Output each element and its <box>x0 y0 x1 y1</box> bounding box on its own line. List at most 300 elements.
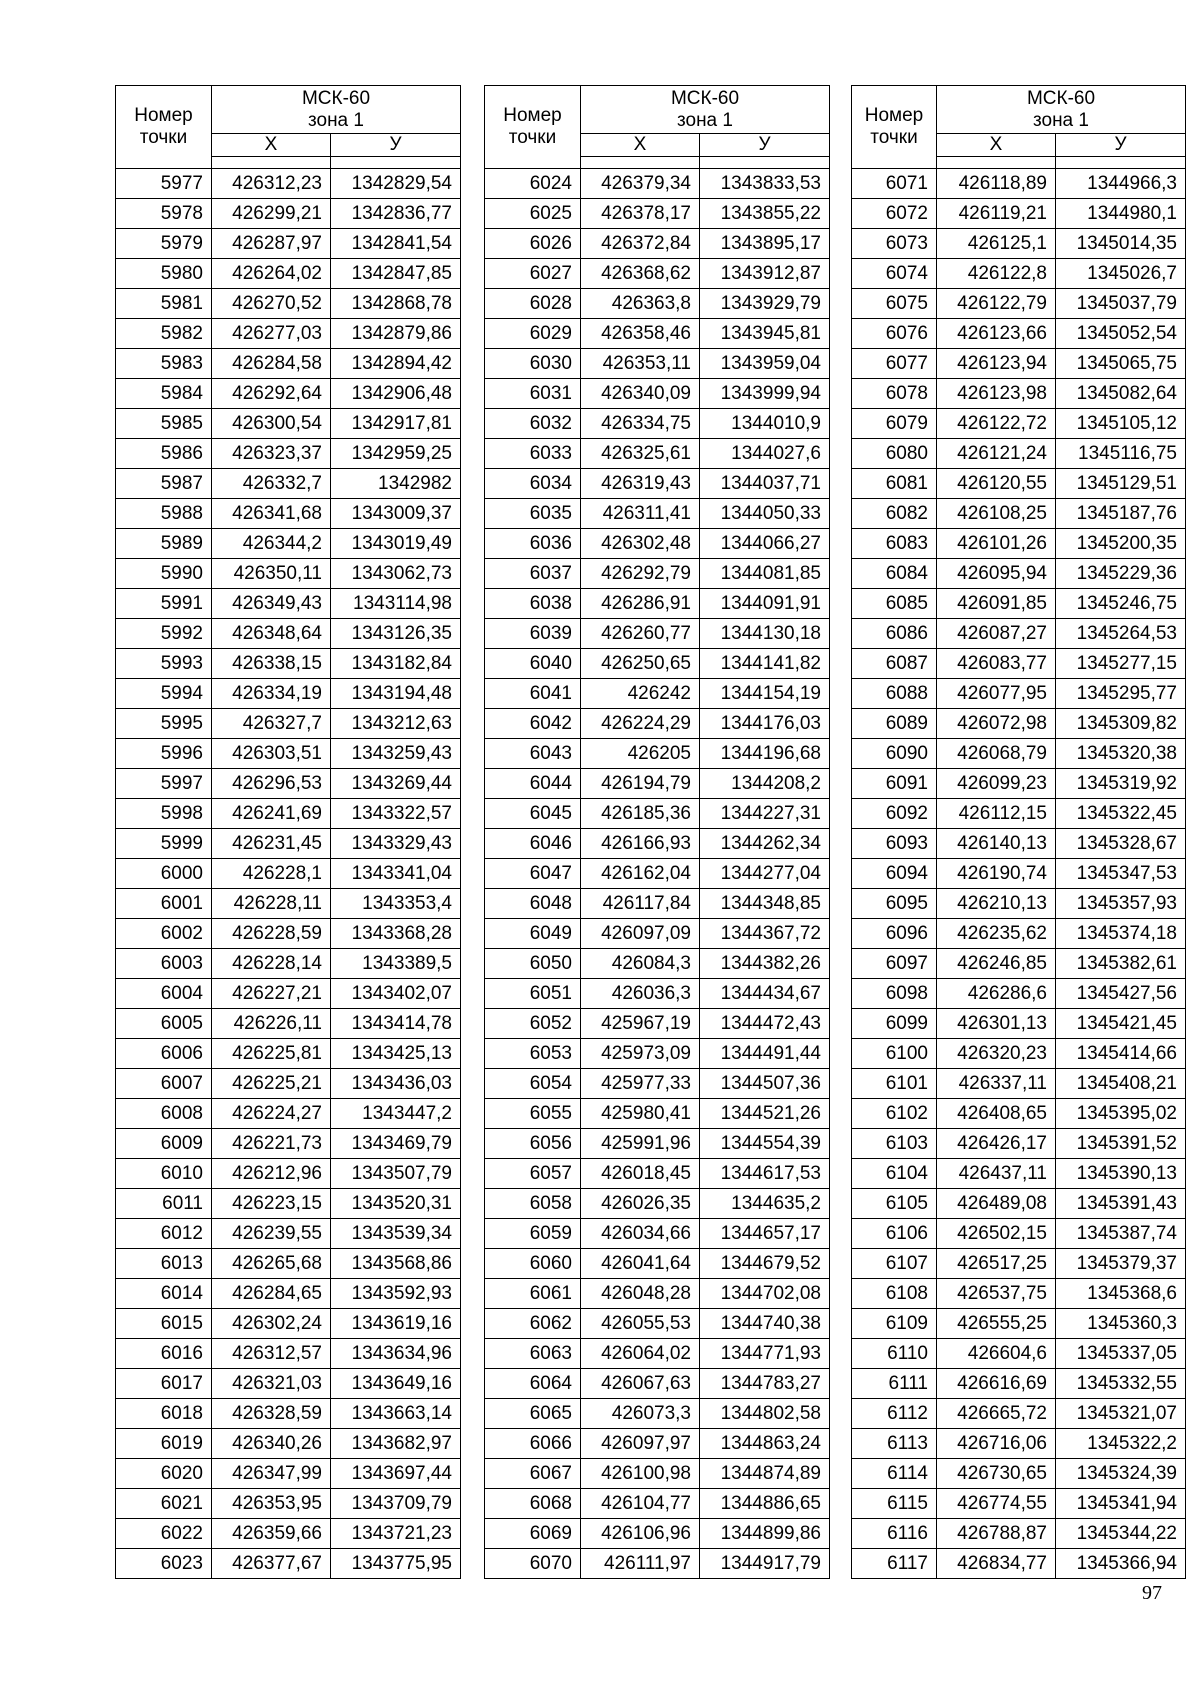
y-coord-cell: 1345320,38 <box>1056 739 1186 769</box>
x-coord-cell: 426190,74 <box>937 859 1056 889</box>
table-row <box>852 1459 1186 1489</box>
point-number-cell: 6019 <box>116 1429 212 1459</box>
point-number-cell: 6020 <box>116 1459 212 1489</box>
point-number-cell: 6021 <box>116 1489 212 1519</box>
y-coord-cell: 1345129,51 <box>1056 469 1186 499</box>
point-number-cell: 6114 <box>852 1459 937 1489</box>
table-row <box>852 619 1186 649</box>
x-coord-cell: 426312,23 <box>212 169 331 199</box>
x-coord-cell: 426378,17 <box>581 199 700 229</box>
point-number-cell: 6080 <box>852 439 937 469</box>
y-coord-cell: 1344657,17 <box>700 1219 830 1249</box>
x-coord-cell: 426119,21 <box>937 199 1056 229</box>
x-coord-cell: 426162,04 <box>581 859 700 889</box>
x-coord-cell: 426325,61 <box>581 439 700 469</box>
point-number-cell: 6023 <box>116 1549 212 1579</box>
y-coord-cell: 1342868,78 <box>331 289 461 319</box>
y-coord-cell: 1344081,85 <box>700 559 830 589</box>
y-coord-cell: 1343436,03 <box>331 1069 461 1099</box>
x-coord-cell: 426125,1 <box>937 229 1056 259</box>
x-coord-cell: 426112,15 <box>937 799 1056 829</box>
x-coord-cell: 426730,65 <box>937 1459 1056 1489</box>
x-coord-cell: 426185,36 <box>581 799 700 829</box>
point-number-cell: 6008 <box>116 1099 212 1129</box>
coord-system-header: МСК-60 зона 1 <box>212 86 461 134</box>
point-number-cell: 6025 <box>485 199 581 229</box>
y-coord-cell: 1344617,53 <box>700 1159 830 1189</box>
x-coord-cell: 426101,26 <box>937 529 1056 559</box>
x-coord-cell: 426036,3 <box>581 979 700 1009</box>
table-row <box>485 1369 830 1399</box>
table-row <box>116 709 461 739</box>
table-row <box>116 1339 461 1369</box>
x-coord-cell: 426372,84 <box>581 229 700 259</box>
point-number-cell: 5978 <box>116 199 212 229</box>
x-coord-cell: 426774,55 <box>937 1489 1056 1519</box>
y-coord-cell: 1343341,04 <box>331 859 461 889</box>
table-row <box>852 919 1186 949</box>
table-row <box>485 889 830 919</box>
table-row <box>852 259 1186 289</box>
point-number-cell: 6100 <box>852 1039 937 1069</box>
y-coord-cell: 1345264,53 <box>1056 619 1186 649</box>
point-number-cell: 6102 <box>852 1099 937 1129</box>
x-coord-cell: 426111,97 <box>581 1549 700 1579</box>
point-number-cell: 5997 <box>116 769 212 799</box>
y-coord-cell: 1343019,49 <box>331 529 461 559</box>
x-coord-cell: 426377,67 <box>212 1549 331 1579</box>
table-row <box>485 439 830 469</box>
point-number-cell: 6039 <box>485 619 581 649</box>
table-row <box>485 1339 830 1369</box>
point-number-cell: 6061 <box>485 1279 581 1309</box>
x-coord-cell: 426097,09 <box>581 919 700 949</box>
y-coord-cell: 1343912,87 <box>700 259 830 289</box>
table-row <box>852 709 1186 739</box>
y-coord-cell: 1345322,2 <box>1056 1429 1186 1459</box>
y-coord-cell: 1345357,93 <box>1056 889 1186 919</box>
x-coord-cell: 426426,17 <box>937 1129 1056 1159</box>
point-number-cell: 6067 <box>485 1459 581 1489</box>
x-coord-cell: 426034,66 <box>581 1219 700 1249</box>
y-coord-cell: 1342906,48 <box>331 379 461 409</box>
point-number-cell: 6101 <box>852 1069 937 1099</box>
point-number-cell: 6104 <box>852 1159 937 1189</box>
point-number-cell: 6018 <box>116 1399 212 1429</box>
x-coord-cell: 426083,77 <box>937 649 1056 679</box>
y-coord-cell: 1343414,78 <box>331 1009 461 1039</box>
point-number-cell: 6016 <box>116 1339 212 1369</box>
x-coord-cell: 426300,54 <box>212 409 331 439</box>
point-number-cell: 6110 <box>852 1339 937 1369</box>
point-number-cell: 5989 <box>116 529 212 559</box>
point-number-cell: 6074 <box>852 259 937 289</box>
y-coord-cell: 1345360,3 <box>1056 1309 1186 1339</box>
table-row <box>852 529 1186 559</box>
y-coord-cell: 1344507,36 <box>700 1069 830 1099</box>
table-row <box>852 1369 1186 1399</box>
point-number-cell: 5988 <box>116 499 212 529</box>
y-coord-cell: 1344262,34 <box>700 829 830 859</box>
table-row <box>485 1099 830 1129</box>
x-coord-cell: 425967,19 <box>581 1009 700 1039</box>
table-row <box>116 829 461 859</box>
table-row <box>852 889 1186 919</box>
table-row <box>485 589 830 619</box>
table-row <box>116 1459 461 1489</box>
point-number-cell: 6030 <box>485 349 581 379</box>
table-row <box>116 1009 461 1039</box>
y-coord-cell: 1343212,63 <box>331 709 461 739</box>
y-coord-cell: 1343447,2 <box>331 1099 461 1129</box>
x-coord-cell: 426284,65 <box>212 1279 331 1309</box>
y-coord-cell: 1344980,1 <box>1056 199 1186 229</box>
table-row <box>116 649 461 679</box>
y-coord-cell: 1343329,43 <box>331 829 461 859</box>
table-row <box>116 469 461 499</box>
point-number-cell: 5986 <box>116 439 212 469</box>
x-coord-cell: 426312,57 <box>212 1339 331 1369</box>
x-coord-cell: 426353,11 <box>581 349 700 379</box>
y-coord-cell: 1344783,27 <box>700 1369 830 1399</box>
y-coord-cell: 1344154,19 <box>700 679 830 709</box>
y-coord-cell: 1345324,39 <box>1056 1459 1186 1489</box>
x-coord-cell: 426286,6 <box>937 979 1056 1009</box>
x-coord-cell: 426072,98 <box>937 709 1056 739</box>
x-coord-cell: 426348,64 <box>212 619 331 649</box>
x-coord-cell: 426379,34 <box>581 169 700 199</box>
point-number-cell: 6060 <box>485 1249 581 1279</box>
point-number-cell: 6062 <box>485 1309 581 1339</box>
table-row <box>485 1069 830 1099</box>
table-row <box>852 1249 1186 1279</box>
point-number-cell: 6034 <box>485 469 581 499</box>
point-number-cell: 6056 <box>485 1129 581 1159</box>
point-number-cell: 6105 <box>852 1189 937 1219</box>
y-coord-cell: 1342829,54 <box>331 169 461 199</box>
point-number-cell: 6027 <box>485 259 581 289</box>
table-row <box>116 529 461 559</box>
x-coord-cell: 426118,89 <box>937 169 1056 199</box>
table-row <box>485 529 830 559</box>
y-coord-cell: 1345105,12 <box>1056 409 1186 439</box>
x-coord-cell: 426265,68 <box>212 1249 331 1279</box>
table-row <box>485 1549 830 1579</box>
x-coord-cell: 426537,75 <box>937 1279 1056 1309</box>
x-coord-cell: 426328,59 <box>212 1399 331 1429</box>
table-row <box>485 469 830 499</box>
x-coord-cell: 426788,87 <box>937 1519 1056 1549</box>
y-coord-cell: 1343368,28 <box>331 919 461 949</box>
y-coord-cell: 1342836,77 <box>331 199 461 229</box>
table-row <box>852 859 1186 889</box>
point-number-cell: 6049 <box>485 919 581 949</box>
point-number-cell: 5991 <box>116 589 212 619</box>
point-number-cell: 6005 <box>116 1009 212 1039</box>
table-row <box>852 589 1186 619</box>
point-number-cell: 6003 <box>116 949 212 979</box>
coord-system-header: МСК-60 зона 1 <box>937 86 1186 134</box>
point-number-cell: 6051 <box>485 979 581 1009</box>
table-row <box>116 499 461 529</box>
table-row <box>852 1069 1186 1099</box>
x-coord-cell: 426250,65 <box>581 649 700 679</box>
point-number-cell: 6091 <box>852 769 937 799</box>
table-row <box>116 289 461 319</box>
x-coord-cell: 426296,53 <box>212 769 331 799</box>
point-number-cell: 6009 <box>116 1129 212 1159</box>
table-row <box>485 1279 830 1309</box>
x-coord-cell: 426099,23 <box>937 769 1056 799</box>
y-coord-cell: 1344886,65 <box>700 1489 830 1519</box>
point-number-cell: 5996 <box>116 739 212 769</box>
point-number-cell: 6059 <box>485 1219 581 1249</box>
y-coord-cell: 1343194,48 <box>331 679 461 709</box>
x-coord-cell: 426223,15 <box>212 1189 331 1219</box>
table-row <box>852 799 1186 829</box>
point-number-cell: 5980 <box>116 259 212 289</box>
x-coord-cell: 426091,85 <box>937 589 1056 619</box>
point-number-cell: 6076 <box>852 319 937 349</box>
y-coord-cell: 1343182,84 <box>331 649 461 679</box>
y-coord-cell: 1344521,26 <box>700 1099 830 1129</box>
point-number-cell: 6046 <box>485 829 581 859</box>
table-row <box>852 1519 1186 1549</box>
x-coord-cell: 426018,45 <box>581 1159 700 1189</box>
x-coord-cell: 426106,96 <box>581 1519 700 1549</box>
point-number-cell: 6000 <box>116 859 212 889</box>
table-row <box>852 1339 1186 1369</box>
y-coord-cell: 1345319,92 <box>1056 769 1186 799</box>
x-coord-cell: 426260,77 <box>581 619 700 649</box>
table-row <box>116 859 461 889</box>
x-coord-cell: 426048,28 <box>581 1279 700 1309</box>
x-coord-cell: 426123,98 <box>937 379 1056 409</box>
table-row <box>116 1489 461 1519</box>
table-row <box>485 499 830 529</box>
point-number-cell: 6107 <box>852 1249 937 1279</box>
x-coord-cell: 426350,11 <box>212 559 331 589</box>
x-coord-cell: 425980,41 <box>581 1099 700 1129</box>
point-number-cell: 6066 <box>485 1429 581 1459</box>
x-coord-cell: 426353,95 <box>212 1489 331 1519</box>
y-coord-cell: 1343999,94 <box>700 379 830 409</box>
point-number-cell: 5982 <box>116 319 212 349</box>
point-number-cell: 6007 <box>116 1069 212 1099</box>
x-coord-cell: 426073,3 <box>581 1399 700 1429</box>
y-coord-cell: 1345246,75 <box>1056 589 1186 619</box>
y-coord-cell: 1343833,53 <box>700 169 830 199</box>
table-row <box>485 709 830 739</box>
table-row <box>485 349 830 379</box>
x-coord-cell: 426502,15 <box>937 1219 1056 1249</box>
x-coord-cell: 426120,55 <box>937 469 1056 499</box>
y-coord-cell: 1343663,14 <box>331 1399 461 1429</box>
point-number-cell: 6038 <box>485 589 581 619</box>
point-number-cell: 6048 <box>485 889 581 919</box>
x-coord-cell: 426224,29 <box>581 709 700 739</box>
table-row <box>852 199 1186 229</box>
table-row <box>116 259 461 289</box>
x-coord-cell: 426225,21 <box>212 1069 331 1099</box>
y-coord-cell: 1345347,53 <box>1056 859 1186 889</box>
x-coord-cell: 426235,62 <box>937 919 1056 949</box>
table-row <box>116 349 461 379</box>
point-number-cell: 5983 <box>116 349 212 379</box>
table-row <box>852 1219 1186 1249</box>
y-coord-cell: 1345309,82 <box>1056 709 1186 739</box>
y-coord-cell: 1343259,43 <box>331 739 461 769</box>
table-row <box>852 379 1186 409</box>
table-row <box>852 1159 1186 1189</box>
table-row <box>852 409 1186 439</box>
table-row <box>116 1549 461 1579</box>
x-coord-cell: 426041,64 <box>581 1249 700 1279</box>
table-row <box>852 829 1186 859</box>
table-row <box>485 169 830 199</box>
y-coord-cell: 1345052,54 <box>1056 319 1186 349</box>
x-coord-cell: 426100,98 <box>581 1459 700 1489</box>
table-row <box>116 199 461 229</box>
point-number-cell: 6083 <box>852 529 937 559</box>
point-number-cell: 6073 <box>852 229 937 259</box>
y-coord-cell: 1344917,79 <box>700 1549 830 1579</box>
y-coord-cell: 1344208,2 <box>700 769 830 799</box>
point-number-cell: 5987 <box>116 469 212 499</box>
y-coord-cell: 1345322,45 <box>1056 799 1186 829</box>
point-number-cell: 6022 <box>116 1519 212 1549</box>
x-coord-cell: 426210,13 <box>937 889 1056 919</box>
y-coord-cell: 1343353,4 <box>331 889 461 919</box>
y-coord-cell: 1343114,98 <box>331 589 461 619</box>
point-number-cell: 6004 <box>116 979 212 1009</box>
y-coord-cell: 1345379,37 <box>1056 1249 1186 1279</box>
table-row <box>116 319 461 349</box>
x-coord-cell: 426194,79 <box>581 769 700 799</box>
y-coord-cell: 1345341,94 <box>1056 1489 1186 1519</box>
table-row <box>485 649 830 679</box>
x-coord-cell: 425973,09 <box>581 1039 700 1069</box>
y-coord-cell: 1344382,26 <box>700 949 830 979</box>
point-number-cell: 6040 <box>485 649 581 679</box>
table-row <box>485 739 830 769</box>
y-coord-cell: 1344966,3 <box>1056 169 1186 199</box>
table-row <box>485 229 830 259</box>
table-row <box>116 1309 461 1339</box>
x-coord-cell: 426205 <box>581 739 700 769</box>
y-coord-cell: 1343322,57 <box>331 799 461 829</box>
x-coord-cell: 426123,66 <box>937 319 1056 349</box>
y-coord-cell: 1342847,85 <box>331 259 461 289</box>
point-number-cell: 6109 <box>852 1309 937 1339</box>
table-row <box>852 169 1186 199</box>
table-row <box>852 1189 1186 1219</box>
y-coord-cell: 1343959,04 <box>700 349 830 379</box>
table-row <box>852 949 1186 979</box>
point-number-cell: 6058 <box>485 1189 581 1219</box>
y-coord-cell: 1345328,67 <box>1056 829 1186 859</box>
y-coord-cell: 1344037,71 <box>700 469 830 499</box>
y-coord-cell: 1343009,37 <box>331 499 461 529</box>
y-coord-cell: 1345344,22 <box>1056 1519 1186 1549</box>
x-coord-cell: 426303,51 <box>212 739 331 769</box>
point-number-cell: 5990 <box>116 559 212 589</box>
y-coord-cell: 1345414,66 <box>1056 1039 1186 1069</box>
point-number-cell: 6081 <box>852 469 937 499</box>
point-number-cell: 6024 <box>485 169 581 199</box>
x-coord-cell: 426341,68 <box>212 499 331 529</box>
x-coord-cell: 426834,77 <box>937 1549 1056 1579</box>
point-number-header: Номер точки <box>852 86 937 169</box>
y-coord-cell: 1342879,86 <box>331 319 461 349</box>
table-row <box>852 229 1186 259</box>
x-coord-cell: 426264,02 <box>212 259 331 289</box>
coord-system-header: МСК-60 зона 1 <box>581 86 830 134</box>
y-coord-cell: 1344027,6 <box>700 439 830 469</box>
table-row <box>852 1279 1186 1309</box>
y-coord-cell: 1345368,6 <box>1056 1279 1186 1309</box>
x-coord-cell: 426292,79 <box>581 559 700 589</box>
table-row <box>852 1039 1186 1069</box>
x-coord-cell: 426408,65 <box>937 1099 1056 1129</box>
point-number-cell: 6063 <box>485 1339 581 1369</box>
x-coord-cell: 426055,53 <box>581 1309 700 1339</box>
y-coord-cell: 1345395,02 <box>1056 1099 1186 1129</box>
y-coord-cell: 1344141,82 <box>700 649 830 679</box>
y-coord-cell: 1345321,07 <box>1056 1399 1186 1429</box>
table-row <box>852 649 1186 679</box>
table-row <box>852 979 1186 1009</box>
x-coord-cell: 426228,14 <box>212 949 331 979</box>
table-row <box>852 1099 1186 1129</box>
y-coord-cell: 1343775,95 <box>331 1549 461 1579</box>
y-coord-cell: 1344010,9 <box>700 409 830 439</box>
point-number-cell: 6115 <box>852 1489 937 1519</box>
table-row <box>485 289 830 319</box>
x-coord-cell: 426340,09 <box>581 379 700 409</box>
x-coord-cell: 426064,02 <box>581 1339 700 1369</box>
y-coord-cell: 1344702,08 <box>700 1279 830 1309</box>
y-coord-cell: 1345374,18 <box>1056 919 1186 949</box>
coord-table-2 <box>484 85 830 1579</box>
table-row <box>485 619 830 649</box>
point-number-cell: 6047 <box>485 859 581 889</box>
point-number-cell: 6070 <box>485 1549 581 1579</box>
y-coord-cell: 1342959,25 <box>331 439 461 469</box>
x-coord-cell: 426077,95 <box>937 679 1056 709</box>
y-coord-cell: 1345337,05 <box>1056 1339 1186 1369</box>
table-row <box>485 1519 830 1549</box>
x-coord-cell: 426166,93 <box>581 829 700 859</box>
x-coord-cell: 426286,91 <box>581 589 700 619</box>
point-number-cell: 6054 <box>485 1069 581 1099</box>
table-row <box>485 1459 830 1489</box>
x-coord-cell: 426239,55 <box>212 1219 331 1249</box>
table-row <box>116 1099 461 1129</box>
y-coord-cell: 1344491,44 <box>700 1039 830 1069</box>
y-coord-cell: 1345200,35 <box>1056 529 1186 559</box>
point-number-cell: 6075 <box>852 289 937 319</box>
table-row <box>485 1159 830 1189</box>
point-number-cell: 6069 <box>485 1519 581 1549</box>
x-coord-cell: 426334,19 <box>212 679 331 709</box>
x-coord-cell: 425977,33 <box>581 1069 700 1099</box>
x-coord-cell: 426097,97 <box>581 1429 700 1459</box>
table-row <box>116 1519 461 1549</box>
table-row <box>116 1189 461 1219</box>
x-coord-cell: 426555,25 <box>937 1309 1056 1339</box>
y-coord-cell: 1344554,39 <box>700 1129 830 1159</box>
